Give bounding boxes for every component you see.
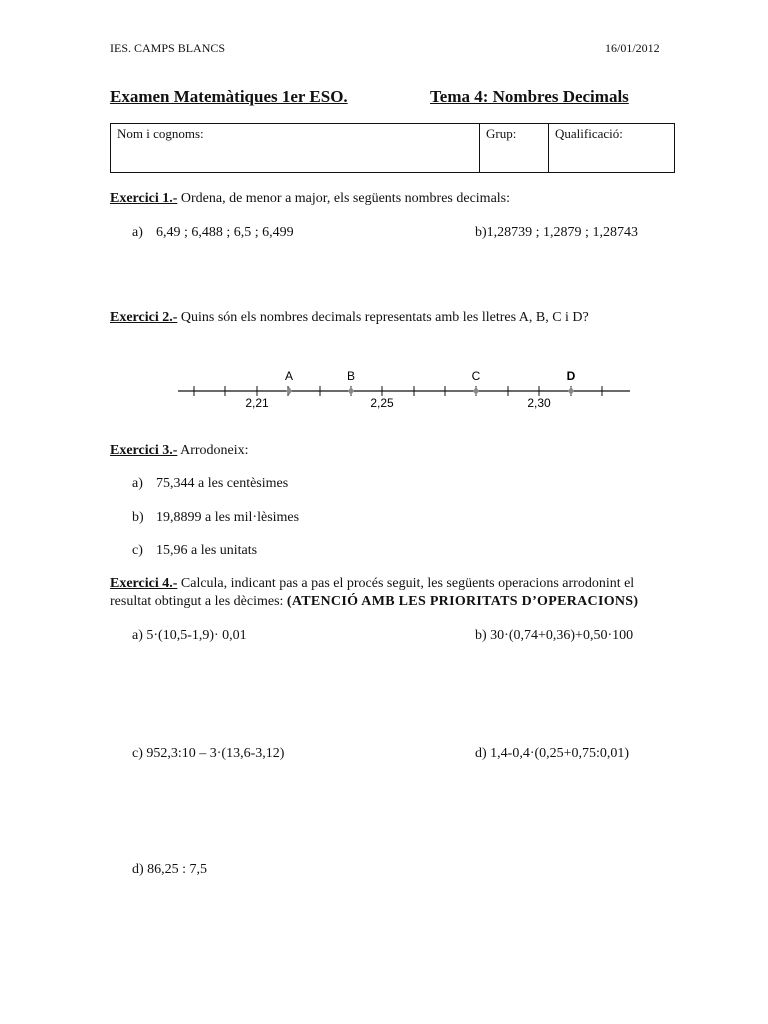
school-name: IES. CAMPS BLANCS [110, 41, 226, 55]
name-label: Nom i cognoms: [117, 126, 204, 141]
exercise-4a: a) 5·(10,5-1,9)· 0,01 [132, 628, 247, 643]
exercise-4d-second: d) 86,25 : 7,5 [132, 862, 208, 877]
group-label: Grup: [486, 126, 517, 141]
exercise-3b-text: 19,8899 a les mil·lèsimes [156, 510, 300, 525]
tick-label-2-21: 2,21 [245, 396, 269, 410]
exercise-3c-text: 15,96 a les unitats [156, 543, 258, 558]
point-marker-c [473, 387, 479, 395]
exercise-4-text-2: resultat obtingut a les dècimes: [110, 594, 287, 609]
exercise-2-text: Quins són els nombres decimals representats amb les lletres A, B, C i D? [177, 310, 589, 325]
tick-label-2-25: 2,25 [370, 396, 394, 410]
exercise-4d-first: d) 1,4-0,4·(0,25+0,75:0,01) [475, 746, 630, 761]
exercise-3-statement [110, 443, 249, 459]
point-label-d: D [566, 369, 576, 383]
exercise-4-statement-line-1 [110, 576, 634, 592]
exam-date: 16/01/2012 [605, 41, 660, 55]
exercise-1-label: Exercici 1.- [110, 191, 178, 206]
exercise-3a-text: 75,344 a les centèsimes [156, 476, 289, 491]
exam-topic: Tema 4: Nombres Decimals [430, 87, 629, 106]
exercise-1-statement [110, 191, 510, 207]
name-field[interactable] [111, 124, 480, 173]
point-label-a: A [284, 369, 294, 383]
exercise-1a-letter: a) [132, 225, 143, 240]
exercise-3c-letter: c) [132, 543, 143, 558]
exercise-4-warning: (ATENCIÓ AMB LES PRIORITATS D’OPERACIONS) [286, 594, 639, 609]
grade-field[interactable] [549, 124, 675, 173]
number-line [170, 368, 640, 416]
student-info-table [110, 123, 675, 173]
exercise-4b: b) 30·(0,74+0,36)+0,50·100 [475, 628, 634, 643]
exercise-2-statement [110, 310, 589, 326]
exercise-3-label: Exercici 3.- [110, 443, 178, 458]
exercise-3a-letter: a) [132, 476, 143, 491]
tick-label-2-30: 2,30 [527, 396, 551, 410]
exercise-1b-numbers: b)1,28739 ; 1,2879 ; 1,28743 [475, 225, 638, 240]
exercise-4-text-1: Calcula, indicant pas a pas el procés seguit, les següents operacions arrodonint el [177, 576, 635, 591]
exercise-4c: c) 952,3:10 – 3·(13,6-3,12) [132, 746, 285, 761]
point-label-c: C [471, 369, 481, 383]
exam-title: Examen Matemàtiques 1er ESO. [110, 87, 348, 106]
group-field[interactable] [480, 124, 549, 173]
exercise-1a-numbers: 6,49 ; 6,488 ; 6,5 ; 6,499 [156, 225, 294, 240]
point-marker-d [568, 387, 574, 395]
point-marker-b [348, 387, 354, 395]
exercise-3-text: Arrodoneix: [177, 443, 249, 458]
exercise-4-label: Exercici 4.- [110, 576, 178, 591]
exercise-4-statement-line-2 [110, 594, 638, 610]
exercise-3b-letter: b) [132, 510, 144, 525]
point-label-b: B [346, 369, 356, 383]
grade-label: Qualificació: [555, 126, 623, 141]
point-marker-a [286, 387, 292, 395]
exercise-1-text: Ordena, de menor a major, els següents nombres decimals: [177, 191, 511, 206]
exercise-2-label: Exercici 2.- [110, 310, 178, 325]
